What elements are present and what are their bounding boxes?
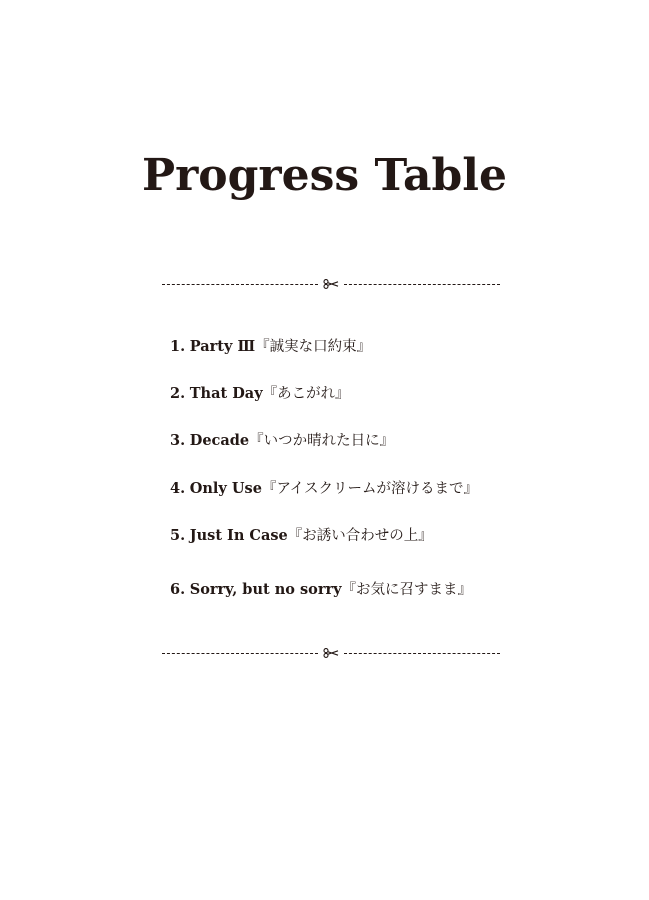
item-number: 2. <box>170 385 186 402</box>
item-name: Sorry, but no sorry <box>189 581 342 598</box>
dashed-line-right <box>344 653 500 654</box>
item-subtitle: 『お誘い合わせの上』 <box>287 528 433 544</box>
scissors-icon <box>321 646 341 660</box>
list-item <box>170 580 472 600</box>
divider-top <box>162 277 500 291</box>
item-number: 1. <box>170 338 186 355</box>
dashed-line-left <box>162 284 318 285</box>
item-subtitle: 『誠実な口約束』 <box>255 339 372 355</box>
list-item <box>170 479 478 499</box>
dashed-line-right <box>344 284 500 285</box>
item-subtitle: 『お気に召すまま』 <box>341 582 473 598</box>
divider-bottom <box>162 646 500 660</box>
item-name: Just In Case <box>189 527 288 544</box>
item-subtitle: 『あこがれ』 <box>262 386 350 402</box>
item-number: 6. <box>170 581 186 598</box>
list-item <box>170 337 371 357</box>
item-number: 3. <box>170 432 186 449</box>
item-name: Decade <box>189 432 250 449</box>
item-name: That Day <box>189 385 263 402</box>
scissors-icon <box>321 277 341 291</box>
item-name: Only Use <box>189 480 262 497</box>
page-title: Progress Table <box>142 150 507 201</box>
item-number: 5. <box>170 527 186 544</box>
item-name: Party Ⅲ <box>189 338 256 355</box>
list-item <box>170 526 433 546</box>
item-number: 4. <box>170 480 186 497</box>
item-subtitle: 『アイスクリームが溶けるまで』 <box>261 481 479 497</box>
dashed-line-left <box>162 653 318 654</box>
list-item <box>170 431 394 451</box>
item-subtitle: 『いつか晴れた日に』 <box>249 433 395 449</box>
list-item <box>170 384 350 404</box>
